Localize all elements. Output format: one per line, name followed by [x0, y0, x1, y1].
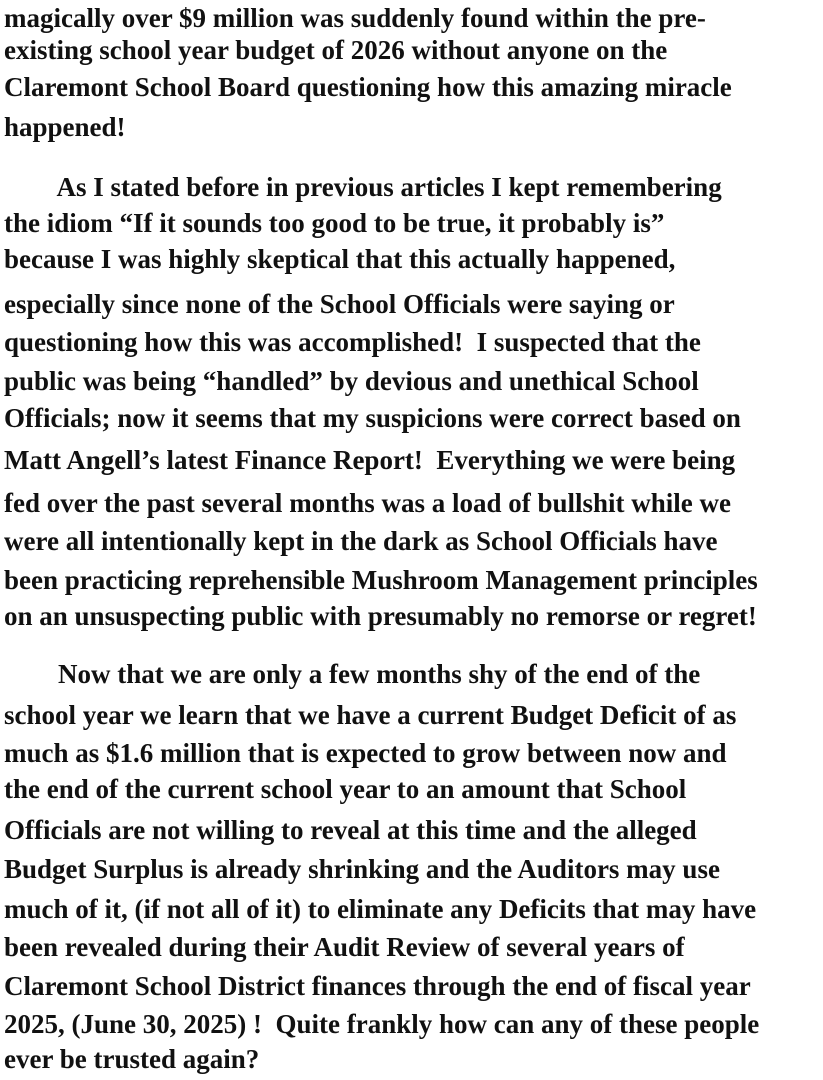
text-line: were all intentionally kept in the dark as School Officials have	[4, 526, 718, 556]
text-line: happened!	[4, 112, 126, 142]
text-line: magically over $9 million was suddenly found within the pre-	[4, 3, 706, 33]
text-line: because I was highly skeptical that this actually happened,	[4, 244, 676, 274]
text-line: Budget Surplus is already shrinking and the Auditors may use	[4, 854, 720, 884]
text-line: As I stated before in previous articles I kept remembering	[4, 172, 722, 202]
text-line: public was being “handled” by devious and unethical School	[4, 366, 699, 396]
text-line: been practicing reprehensible Mushroom Management principles	[4, 565, 758, 595]
text-line: fed over the past several months was a load of bullshit while we	[4, 488, 732, 518]
text-line: the idiom “If it sounds too good to be true, it probably is”	[4, 208, 665, 238]
text-line: school year we learn that we have a current Budget Deficit of as	[4, 700, 737, 730]
text-line: Claremont School District finances through the end of fiscal year	[4, 971, 751, 1001]
text-line: 2025, (June 30, 2025) ! Quite frankly how can any of these people	[4, 1009, 760, 1039]
text-line: Officials are not willing to reveal at this time and the alleged	[4, 815, 697, 845]
text-line: the end of the current school year to an amount that School	[4, 774, 687, 804]
text-line: been revealed during their Audit Review of several years of	[4, 932, 685, 962]
text-line: much as $1.6 million that is expected to grow between now and	[4, 738, 727, 768]
text-line: especially since none of the School Officials were saying or	[4, 289, 675, 319]
text-line: Now that we are only a few months shy of the end of the	[4, 659, 701, 689]
text-line: much of it, (if not all of it) to eliminate any Deficits that may have	[4, 894, 757, 924]
text-line: questioning how this was accomplished! I suspected that the	[4, 327, 701, 357]
text-line: Claremont School Board questioning how this amazing miracle	[4, 72, 732, 102]
text-line: ever be trusted again?	[4, 1044, 260, 1074]
text-line: existing school year budget of 2026 without anyone on the	[4, 35, 668, 65]
text-line: on an unsuspecting public with presumably no remorse or regret!	[4, 601, 757, 631]
text-line: Officials; now it seems that my suspicions were correct based on	[4, 403, 741, 433]
text-line: Matt Angell’s latest Finance Report! Everything we were being	[4, 445, 736, 475]
